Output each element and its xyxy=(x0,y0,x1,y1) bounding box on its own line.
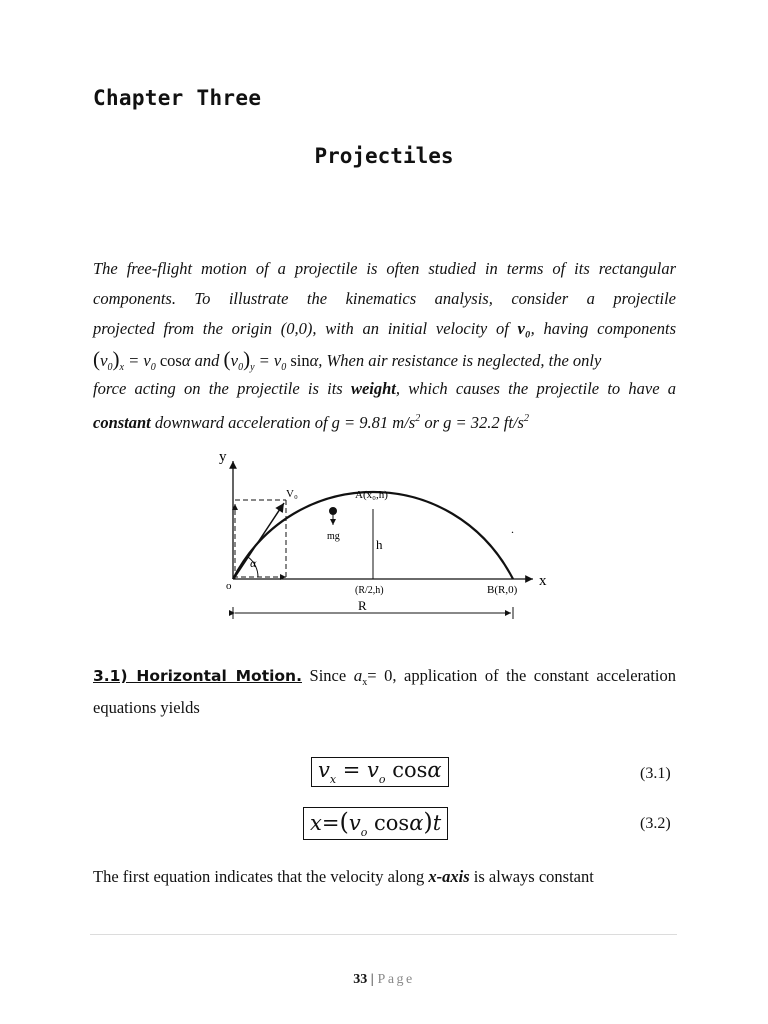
and-word: and xyxy=(194,351,220,370)
stray-dot: . xyxy=(511,522,514,536)
alpha-label: α xyxy=(250,559,257,570)
intro-line-3: projected from the origin (0,0), with an initial velocity of v₀, having components xyxy=(93,319,676,338)
chapter-title: Chapter Three xyxy=(93,86,262,110)
mg-label: mg xyxy=(327,531,340,542)
initial-velocity-symbol: v₀ xyxy=(517,319,531,338)
footer-separator: | xyxy=(370,972,374,987)
ax-equation-text: = 0, application of the constant acceleration xyxy=(367,666,677,685)
apex-label: A(x₀,h) xyxy=(355,489,388,501)
constant-term: constant xyxy=(93,413,151,432)
intro-line-4: $(v_0)_x = v_0$ cosα and $(v_0)_y = v_0$ sinα, When air resistance is neglected, the only xyxy=(93,347,602,373)
section-title: Projectiles xyxy=(314,144,454,168)
page-label: Page xyxy=(377,972,415,987)
intro-paragraph xyxy=(93,254,676,434)
intro-line-5: force acting on the projectile is its weight, which causes the projectile to have a xyxy=(93,379,676,398)
equation-3-2-number: (3.2) xyxy=(640,815,671,832)
section-heading-horizontal-motion: 3.1) Horizontal Motion. xyxy=(93,667,302,685)
particle xyxy=(329,507,337,515)
equation-3-1: $v_x = v_o$ cosα xyxy=(311,757,449,787)
equation-3-1-number: (3.1) xyxy=(640,765,671,782)
v0-label: V₀ xyxy=(286,488,298,500)
y-axis-label: y xyxy=(219,449,227,465)
intro-line-6: constant downward acceleration of g = 9.81 $m/s^2$ or g = 32.2 $ft/s^2$ xyxy=(93,413,529,432)
footer-divider xyxy=(90,934,677,935)
endpoint-label: B(R,0) xyxy=(487,584,518,596)
page-footer xyxy=(0,972,768,988)
x-axis-label: x xyxy=(539,573,547,589)
page-number: 33 xyxy=(353,972,368,987)
height-label: h xyxy=(376,537,383,552)
intro-line-2: components. To illustrate the kinematics analysis, consider a projectile xyxy=(93,289,676,308)
equation-3-2: $x=(v_o$ cosα)t xyxy=(303,807,448,840)
projectile-diagram xyxy=(200,443,560,628)
weight-term: weight xyxy=(350,379,396,398)
horizontal-motion-line: 3.1) Horizontal Motion. Since $a_x= 0$, application of the constant acceleration xyxy=(93,666,677,688)
horizontal-motion-line-2: equations yields xyxy=(93,698,200,717)
range-label: R xyxy=(358,598,367,613)
x-axis-term: x-axis xyxy=(428,867,470,886)
midpoint-label: (R/2,h) xyxy=(355,585,384,596)
origin-label: o xyxy=(226,580,232,592)
closing-sentence: The first equation indicates that the velocity along x-axis is always constant xyxy=(93,867,594,886)
intro-line-1: The free-flight motion of a projectile is often studied in terms of its rectangular xyxy=(93,259,676,278)
